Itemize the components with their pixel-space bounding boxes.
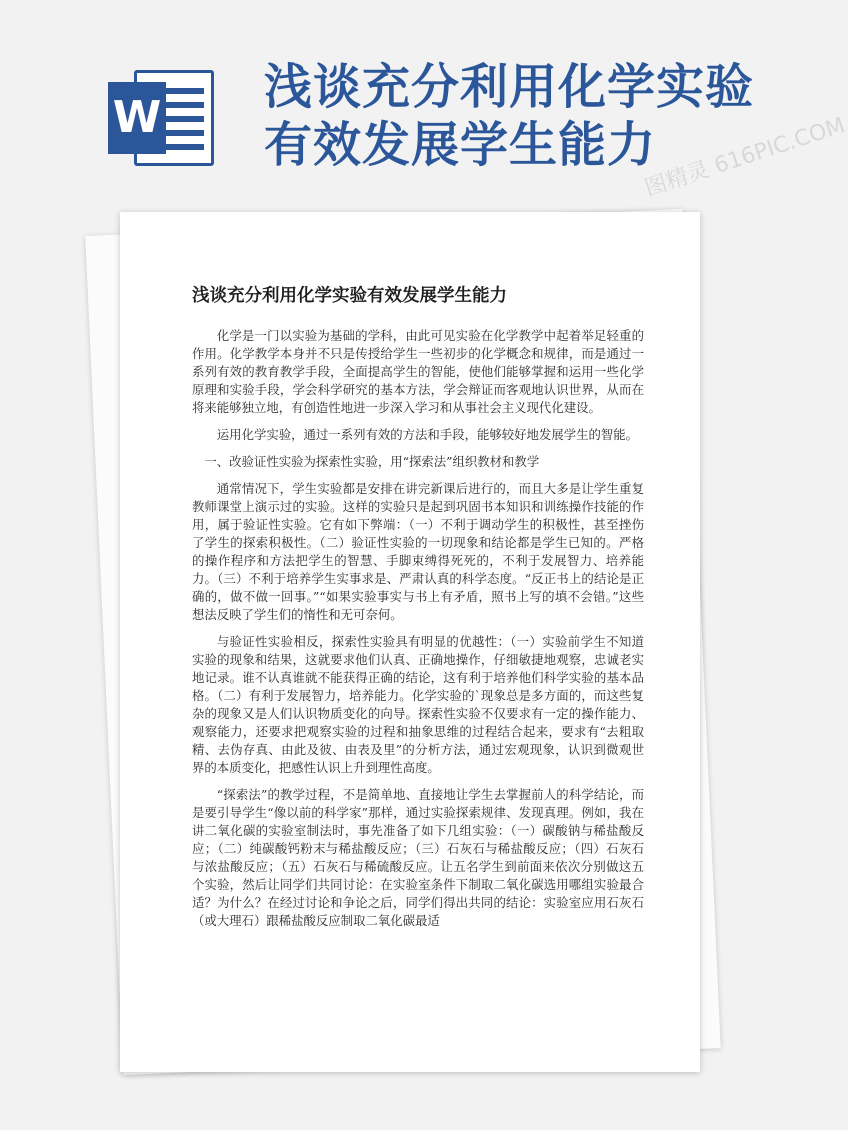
section-heading: 一、改验证性实验为探索性实验，用“探索法”组织教材和教学 [204, 454, 540, 469]
paragraph: “探索法”的教学过程，不是简单地、直接地让学生去掌握前人的科学结论，而是要引导学生“像以前的科学家”那样，通过实验探索规律、发现真理。例如，我在讲二氧化碳的实验室制法时，事先准备了如下几组实验：（一）碳酸钠与稀盐酸反应；（二）纯碳酸钙粉末与稀盐酸反应；（三）石灰石与稀盐酸反应；（四）石灰石与浓盐酸反应；（五）石灰石与稀硫酸反应。让五名学生到前面来依次分别做这五个实验，然后让同学们共同讨论：在实验室条件下制取二氧化碳选用哪组实验最合适？为什么？在经过讨论和争论之后，同学们得出共同的结论：实验室应用石灰石（或大理石）跟稀盐酸反应制取二氧化碳最适 [192, 787, 644, 928]
watermark-text: 图精灵 616PIC.COM [641, 113, 848, 202]
document-body [192, 327, 644, 939]
paragraph: 化学是一门以实验为基础的学科，由此可见实验在化学教学中起着举足轻重的作用。化学教学本身并不只是传授给学生一些初步的化学概念和规律，而是通过一系列有效的教育教学手段，全面提高学生的智能，使他们能够掌握和运用一些化学原理和实验手段，学会科学研究的基本方法，学会辩证而客观地认识世界，从而在将来能够独立地，有创造性地进一步深入学习和从事社会主义现代化建设。 [192, 328, 644, 415]
paragraph: 通常情况下，学生实验都是安排在讲完新课后进行的，而且大多是让学生重复教师课堂上演示过的实验。这样的实验只是起到巩固书本知识和训练操作技能的作用，属于验证性实验。它有如下弊端：（一）不利于调动学生的积极性，甚至挫伤了学生的探索积极性。（二）验证性实验的一切现象和结论都是学生已知的。严格的操作程序和方法把学生的智慧、手脚束缚得死死的，不利于发展智力、培养能力。（三）不利于培养学生实事求是、严肃认真的科学态度。“反正书上的结论是正确的，做不做一回事。”“如果实验事实与书上有矛盾，照书上写的填不会错。”这些想法反映了学生们的惰性和无可奈何。 [192, 481, 644, 622]
paragraph: 与验证性实验相反，探索性实验具有明显的优越性：（一）实验前学生不知道实验的现象和结果，这就要求他们认真、正确地操作，仔细敏捷地观察，忠诚老实地记录。谁不认真谁就不能获得正确的结论，这有利于培养他们科学实验的基本品格。（二）有利于发展智力，培养能力。化学实验的`现象总是多方面的，而这些复杂的现象又是人们认识物质变化的向导。探索性实验不仅要求有一定的操作能力、观察能力，还要求把观察实验的过程和抽象思维的过程结合起来，要求有“去粗取精、去伪存真、由此及彼、由表及里”的分析方法，通过宏观现象，认识到微观世界的本质变化，把感性认识上升到理性高度。 [192, 634, 644, 775]
word-w-letter: W [108, 82, 166, 154]
banner-title-line-2: 有效发展学生能力 [264, 117, 657, 173]
banner-title-line-1: 浅谈充分利用化学实验 [264, 59, 755, 115]
paragraph: 运用化学实验，通过一系列有效的方法和手段，能够较好地发展学生的智能。 [216, 427, 639, 442]
document-title: 浅谈充分利用化学实验有效发展学生能力 [192, 286, 507, 306]
word-document-icon [108, 70, 214, 166]
document-page [120, 212, 700, 1072]
